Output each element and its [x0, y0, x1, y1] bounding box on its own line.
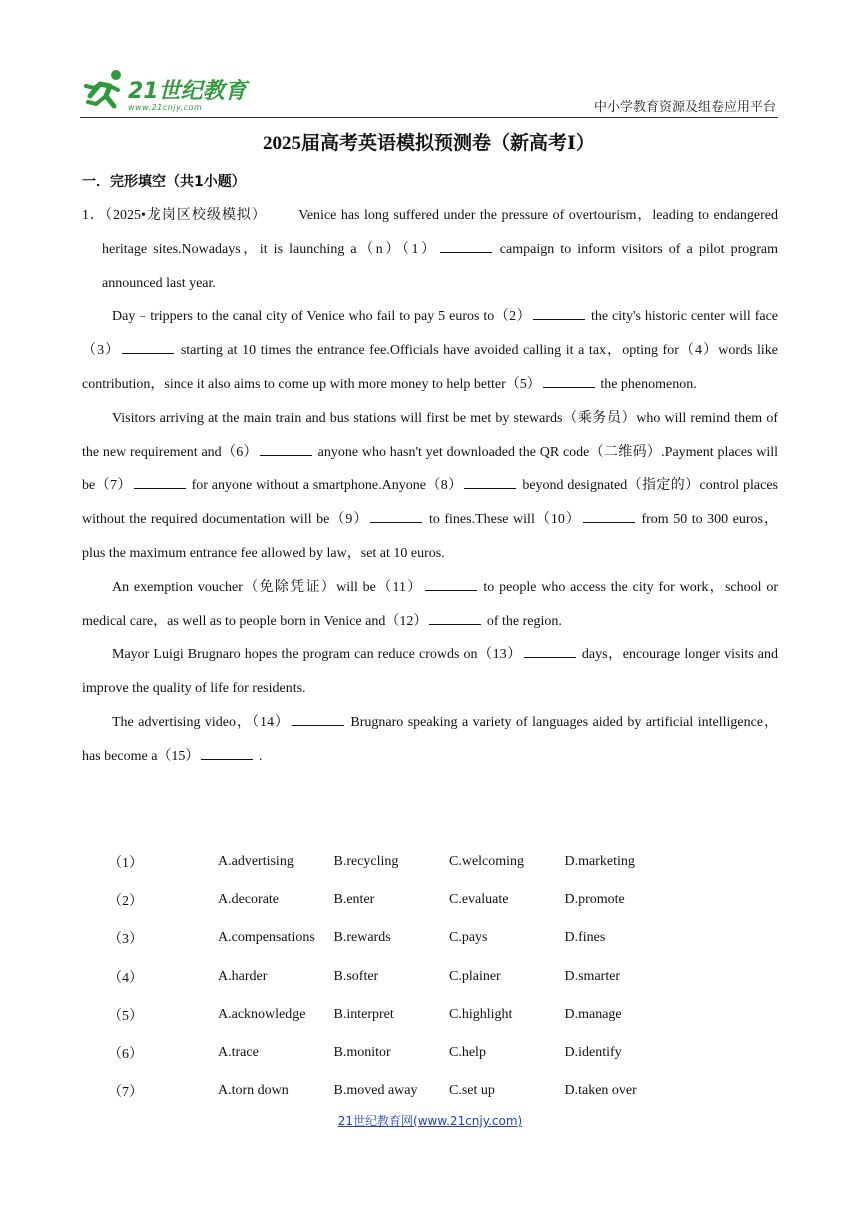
passage-text: days，encourage longer visits and improve the quality of life for residents.	[82, 647, 779, 697]
option-c[interactable]: C.evaluate	[449, 892, 509, 908]
option-row	[108, 1072, 708, 1110]
blank-12[interactable]	[429, 610, 481, 625]
passage-paragraph-6	[82, 706, 778, 774]
passage-text: starting at 10 times the entrance fee.Officials have avoided calling it a tax，opting for（4）words like contribution，since it also aims to come up with more money to help better（5）	[82, 343, 779, 392]
option-row	[108, 958, 708, 996]
option-b[interactable]: B.moved away	[333, 1083, 418, 1099]
question-source: 1．（2025•龙岗区校级模拟）	[82, 208, 267, 223]
option-b[interactable]: B.softer	[333, 968, 379, 984]
blank-5[interactable]	[543, 373, 595, 388]
option-number: （6）	[108, 1047, 143, 1063]
option-d[interactable]: D.fines	[564, 930, 606, 946]
passage-text: The advertising video，（14）	[112, 714, 290, 730]
option-a[interactable]: A.harder	[218, 968, 268, 984]
passage-paragraph-2	[82, 300, 778, 401]
passage-text: Visitors arriving at the main train and bus stations will first be met by stewards（乘务员）who will remind them of the new requirement and（6）	[82, 410, 778, 460]
passage-text: to fines.These will（10）	[428, 512, 581, 528]
blank-11[interactable]	[425, 576, 477, 591]
cloze-passage	[82, 199, 778, 774]
option-row	[108, 996, 708, 1034]
option-c[interactable]: C.pays	[449, 930, 488, 946]
option-b[interactable]: B.monitor	[333, 1045, 391, 1061]
option-number: （4）	[108, 970, 143, 986]
option-d[interactable]: D.promote	[564, 892, 625, 908]
blank-9[interactable]	[370, 508, 422, 523]
blank-8[interactable]	[464, 474, 516, 489]
passage-text: Day﹣trippers to the canal city of Venice who fail to pay 5 euros to（2）	[112, 309, 532, 325]
passage-text: the city's historic center will face（3）	[82, 309, 778, 359]
option-row	[108, 919, 708, 957]
blank-1[interactable]	[440, 238, 492, 253]
option-c[interactable]: C.highlight	[449, 1006, 513, 1022]
header-tagline: 中小学教育资源及组卷应用平台	[593, 100, 776, 115]
logo-url: www.21cnjy.com	[128, 103, 203, 112]
passage-text: for anyone without a smartphone.Anyone（8）	[191, 478, 463, 494]
option-d[interactable]: D.identify	[564, 1045, 622, 1061]
option-row	[108, 881, 708, 919]
passage-text: Venice has long suffered under the pressure of overtourism，leading to endangered heritage sites.Nowadays，it is launching a（n）（1）	[102, 208, 779, 257]
option-a[interactable]: A.acknowledge	[218, 1006, 306, 1022]
option-number: （5）	[108, 1008, 143, 1024]
blank-10[interactable]	[583, 508, 635, 523]
blank-7[interactable]	[134, 474, 186, 489]
blank-15[interactable]	[201, 745, 253, 760]
passage-text: of the region.	[486, 613, 562, 629]
option-number: （1）	[108, 856, 143, 872]
blank-2[interactable]	[533, 305, 585, 320]
option-b[interactable]: B.rewards	[333, 930, 391, 946]
section-heading: 一．完形填空（共1小题）	[82, 174, 246, 190]
option-a[interactable]: A.compensations	[218, 930, 315, 946]
passage-text: anyone who hasn't yet downloaded the QR code（二维码）.Payment places will be（7）	[82, 444, 779, 494]
site-logo[interactable]	[80, 66, 247, 112]
option-b[interactable]: B.interpret	[333, 1006, 394, 1022]
passage-text: .	[258, 748, 263, 764]
option-d[interactable]: D.manage	[564, 1006, 622, 1022]
header-divider	[80, 117, 778, 118]
option-a[interactable]: A.decorate	[218, 892, 280, 908]
passage-paragraph-4	[82, 571, 778, 639]
passage-text: the phenomenon.	[600, 376, 697, 392]
passage-text: from 50 to 300 euros，plus the maximum entrance fee allowed by law，set at 10 euros.	[82, 512, 779, 561]
logo-wordmark: 21世纪教育	[128, 79, 247, 104]
option-d[interactable]: D.taken over	[564, 1083, 637, 1099]
runner-logo-icon	[80, 66, 126, 112]
option-d[interactable]: D.smarter	[564, 968, 621, 984]
passage-paragraph-1	[82, 199, 778, 300]
blank-3[interactable]	[122, 339, 174, 354]
option-number: （2）	[108, 894, 143, 910]
option-c[interactable]: C.help	[449, 1045, 486, 1061]
passage-text: Brugnaro speaking a variety of languages aided by artificial intelligence，has become a（15）	[82, 714, 779, 764]
option-b[interactable]: B.enter	[333, 892, 375, 908]
passage-paragraph-5	[82, 638, 778, 706]
option-row	[108, 843, 708, 881]
option-c[interactable]: C.welcoming	[449, 854, 525, 870]
passage-text: An exemption voucher（免除凭证）will be（11）	[112, 579, 423, 595]
passage-text: beyond designated（指定的）control places without the required documentation will be（9）	[82, 478, 779, 528]
document-title: 2025届高考英语模拟预测卷（新高考Ⅰ）	[263, 133, 595, 154]
option-c[interactable]: C.plainer	[449, 968, 501, 984]
passage-text: Mayor Luigi Brugnaro hopes the program can reduce crowds on（13）	[112, 647, 522, 663]
option-a[interactable]: A.torn down	[218, 1083, 289, 1099]
footer-link[interactable]: 21世纪教育网(www.21cnjy.com)	[337, 1114, 523, 1128]
blank-14[interactable]	[292, 711, 344, 726]
blank-13[interactable]	[524, 643, 576, 658]
option-d[interactable]: D.marketing	[564, 854, 635, 870]
option-a[interactable]: A.trace	[218, 1045, 259, 1061]
option-b[interactable]: B.recycling	[333, 854, 399, 870]
blank-6[interactable]	[260, 441, 312, 456]
option-c[interactable]: C.set up	[449, 1083, 495, 1099]
passage-paragraph-3	[82, 402, 778, 571]
page-header	[80, 66, 778, 118]
option-number: （3）	[108, 932, 143, 948]
passage-text: campaign to inform visitors of a pilot program announced last year.	[102, 241, 778, 291]
passage-text: to people who access the city for work，school or medical care，as well as to people born in Venice and（12）	[82, 579, 778, 629]
option-row	[108, 1034, 708, 1072]
answer-options	[108, 843, 708, 1110]
option-number: （7）	[108, 1085, 143, 1101]
option-a[interactable]: A.advertising	[218, 854, 294, 870]
